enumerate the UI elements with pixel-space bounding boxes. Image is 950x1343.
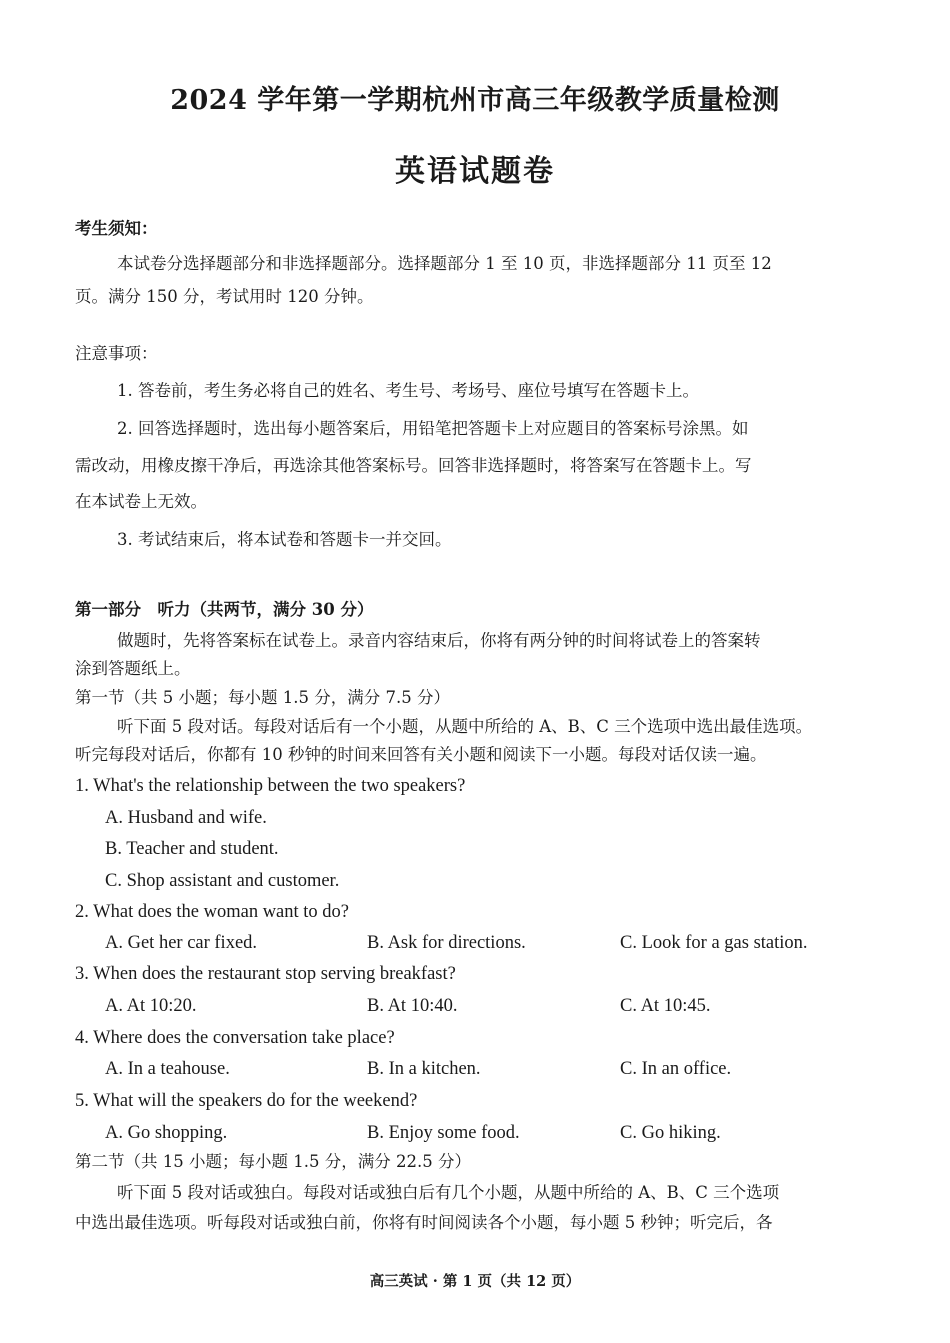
precaution-item-2-line-1: 2. 回答选择题时，选出每小题答案后，用铅笔把答题卡上对应题目的答案标号涂黑。如 [117, 419, 749, 438]
question-3-stem: 3. When does the restaurant stop serving breakfast? [75, 964, 456, 984]
question-4-option-c: C. In an office. [620, 1059, 732, 1079]
section1-intro-line-1: 听下面 5 段对话。每段对话后有一个小题，从题中所给的 A、B、C 三个选项中选出最佳选项。 [117, 717, 813, 736]
precaution-item-1: 1. 答卷前，考生务必将自己的姓名、考生号、考场号、座位号填写在答题卡上。 [117, 381, 699, 400]
question-5-option-a: A. Go shopping. [105, 1123, 228, 1143]
question-1-option-c: C. Shop assistant and customer. [105, 871, 340, 891]
exam-subtitle: 英语试题卷 [395, 154, 555, 189]
notice-heading: 考生须知： [75, 219, 158, 238]
question-3-option-a: A. At 10:20. [105, 996, 197, 1016]
question-3-option-c: C. At 10:45. [620, 996, 711, 1016]
question-1-option-b: B. Teacher and student. [105, 839, 279, 859]
question-2-option-b: B. Ask for directions. [367, 933, 526, 953]
question-1-option-a: A. Husband and wife. [105, 808, 267, 828]
section2-intro-line-1: 听下面 5 段对话或独白。每段对话或独白后有几个小题，从题中所给的 A、B、C 三个选项 [117, 1183, 780, 1202]
section1-intro-line-2: 听完每段对话后，你都有 10 秒钟的时间来回答有关小题和阅读下一小题。每段对话仅读一遍。 [75, 745, 767, 764]
exam-title: 2024 学年第一学期杭州市高三年级教学质量检测 [170, 85, 780, 116]
question-4-option-b: B. In a kitchen. [367, 1059, 481, 1079]
section2-intro-line-2: 中选出最佳选项。听每段对话或独白前，你将有时间阅读各个小题，每小题 5 秒钟；听完后，各 [75, 1213, 773, 1232]
question-5-option-b: B. Enjoy some food. [367, 1123, 520, 1143]
question-1-stem: 1. What's the relationship between the two speakers? [75, 776, 466, 796]
precautions-heading: 注意事项： [75, 344, 158, 363]
section1-heading: 第一节（共 5 小题；每小题 1.5 分，满分 7.5 分） [75, 688, 450, 707]
precaution-item-2-line-2: 需改动，用橡皮擦干净后，再选涂其他答案标号。回答非选择题时，将答案写在答题卡上。写 [75, 456, 752, 475]
question-5-stem: 5. What will the speakers do for the weekend? [75, 1091, 418, 1111]
notice-line-2: 页。满分 150 分，考试用时 120 分钟。 [75, 287, 374, 306]
page-footer: 高三英试 · 第 1 页（共 12 页） [369, 1273, 581, 1290]
question-2-option-a: A. Get her car fixed. [105, 933, 258, 953]
part1-intro-line-2: 涂到答题纸上。 [75, 659, 191, 678]
question-4-stem: 4. Where does the conversation take place? [75, 1028, 395, 1048]
part1-intro-line-1: 做题时，先将答案标在试卷上。录音内容结束后，你将有两分钟的时间将试卷上的答案转 [117, 631, 761, 650]
part1-heading: 第一部分 听力（共两节，满分 30 分） [75, 600, 374, 619]
question-4-option-a: A. In a teahouse. [105, 1059, 230, 1079]
precaution-item-3: 3. 考试结束后，将本试卷和答题卡一并交回。 [117, 530, 452, 549]
precaution-item-2-line-3: 在本试卷上无效。 [75, 492, 207, 511]
question-5-option-c: C. Go hiking. [620, 1123, 721, 1143]
question-3-option-b: B. At 10:40. [367, 996, 458, 1016]
notice-line-1: 本试卷分选择题部分和非选择题部分。选择题部分 1 至 10 页，非选择题部分 11 页至 12 [117, 254, 772, 273]
question-2-option-c: C. Look for a gas station. [620, 933, 808, 953]
section2-heading: 第二节（共 15 小题；每小题 1.5 分，满分 22.5 分） [75, 1152, 471, 1171]
question-2-stem: 2. What does the woman want to do? [75, 902, 350, 922]
